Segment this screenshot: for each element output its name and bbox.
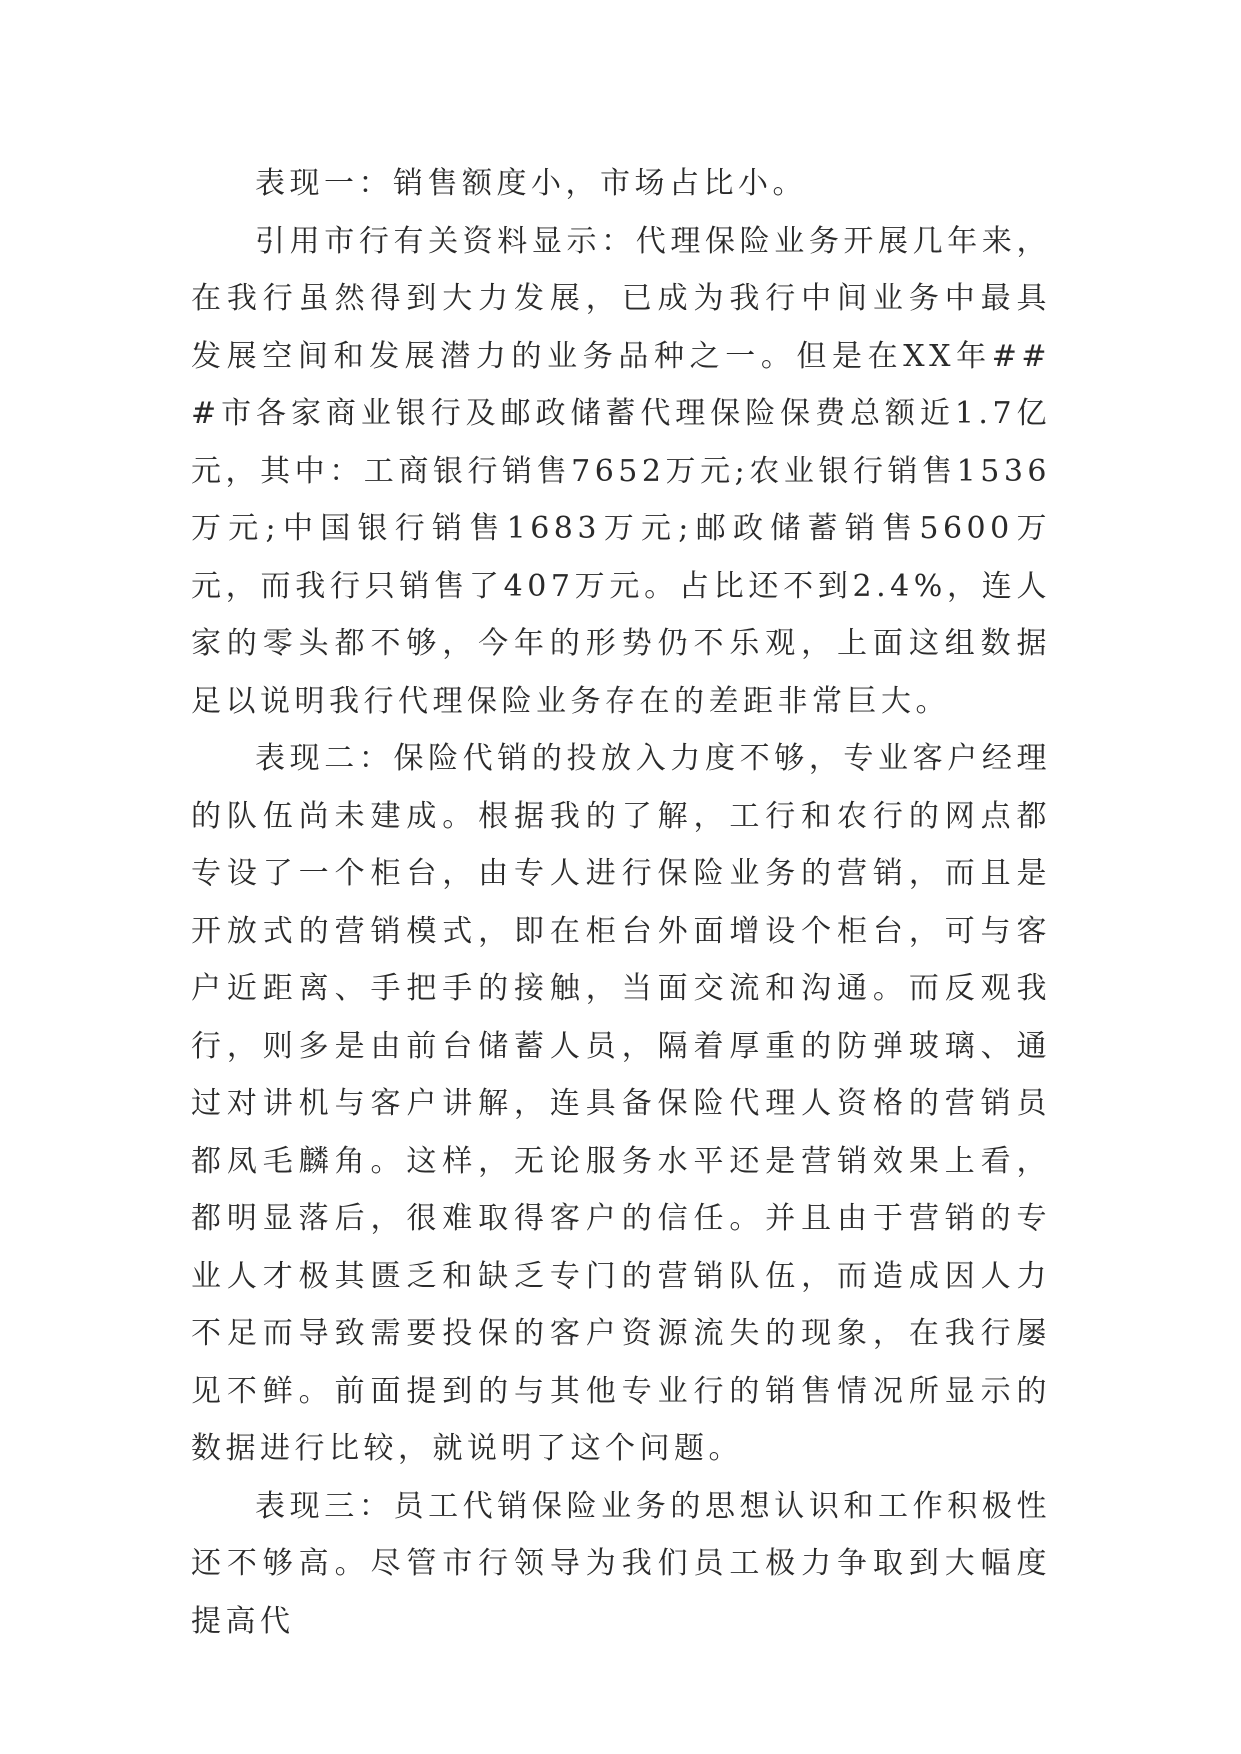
paragraph-performance-three: 表现三：员工代销保险业务的思想认识和工作积极性还不够高。尽管市行领导为我们员工极力争取到大幅度提高代 bbox=[191, 1488, 1051, 1639]
paragraph-market-data: 引用市行有关资料显示：代理保险业务开展几年来，在我行虽然得到大力发展，已成为我行中间业务中最具发展空间和发展潜力的业务品种之一。但是在XX年###市各家商业银行及邮政储蓄代理保险保费总额近1.7亿元，其中：工商银行销售7652万元;农业银行销售1536万元;中国银行销售1683万元;邮政储蓄销售5600万元，而我行只销售了407万元。占比还不到2.4%，连人家的零头都不够，今年的形势仍不乐观，上面这组数据足以说明我行代理保险业务存在的差距非常巨大。 bbox=[191, 223, 1051, 719]
paragraph-performance-two: 表现二：保险代销的投放入力度不够，专业客户经理的队伍尚未建成。根据我的了解，工行和农行的网点都专设了一个柜台，由专人进行保险业务的营销，而且是开放式的营销模式，即在柜台外面增设个柜台，可与客户近距离、手把手的接触，当面交流和沟通。而反观我行，则多是由前台储蓄人员，隔着厚重的防弹玻璃、通过对讲机与客户讲解，连具备保险代理人资格的营销员都凤毛麟角。这样，无论服务水平还是营销效果上看，都明显落后，很难取得客户的信任。并且由于营销的专业人才极其匮乏和缺乏专门的营销队伍，而造成因人力不足而导致需要投保的客户资源流失的现象，在我行屡见不鲜。前面提到的与其他专业行的销售情况所显示的数据进行比较，就说明了这个问题。 bbox=[191, 741, 1051, 1466]
document-page bbox=[191, 155, 1051, 1650]
paragraph-performance-one: 表现一：销售额度小，市场占比小。 bbox=[255, 166, 807, 201]
